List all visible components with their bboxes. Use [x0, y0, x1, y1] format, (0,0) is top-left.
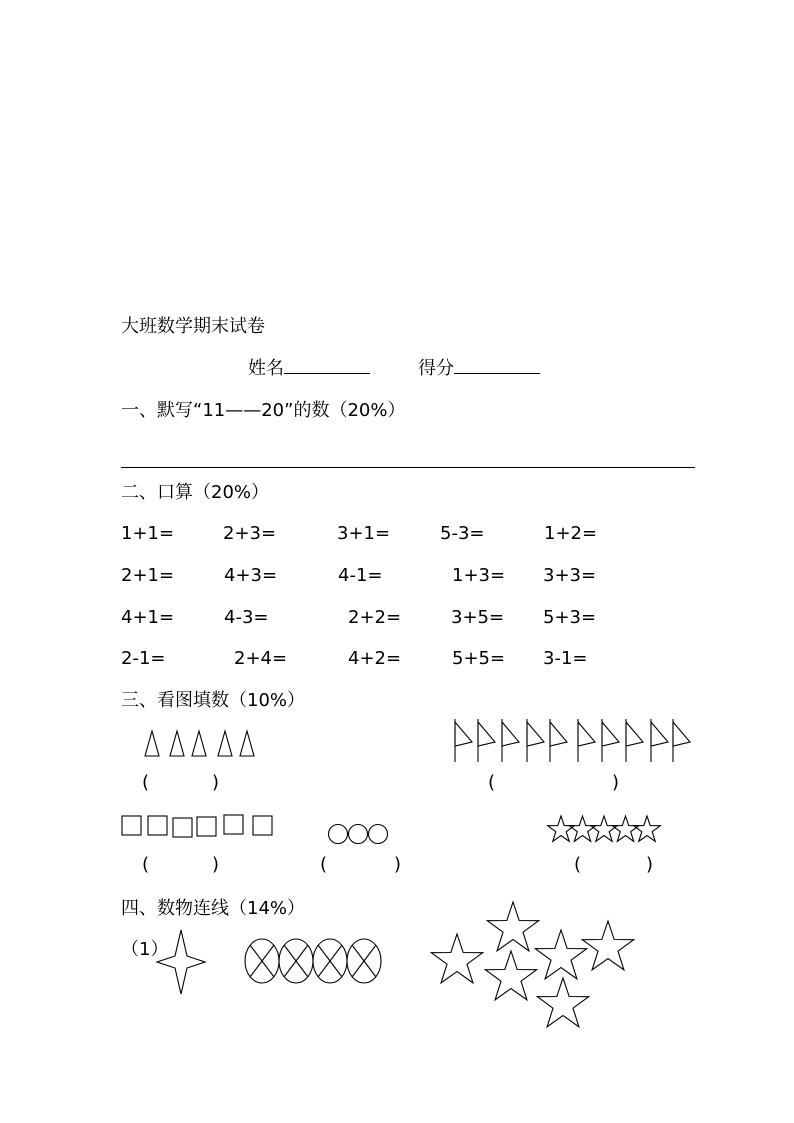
problem-r4-c2: 2+4=	[234, 648, 288, 669]
problem-r4-c5: 3-1=	[543, 648, 588, 669]
square-icon	[148, 816, 167, 835]
flag-icon	[673, 719, 690, 762]
problem-r1-c3: 3+1=	[337, 523, 391, 544]
triangle-icon	[170, 731, 184, 756]
triangle-icon	[218, 731, 232, 756]
problem-r2-c5: 3+3=	[543, 565, 597, 586]
flag-icon	[455, 719, 472, 762]
section3-heading: 三、看图填数（10%）	[121, 690, 306, 711]
flag-icon	[502, 719, 519, 762]
problem-r2-c4: 1+3=	[452, 565, 506, 586]
square-answer-close-paren: )	[212, 854, 220, 875]
star-icon	[431, 934, 482, 983]
score-label: 得分	[418, 358, 454, 379]
star-icon	[582, 921, 633, 970]
section4-heading: 四、数物连线（14%）	[121, 898, 306, 919]
circle-icon	[369, 825, 388, 844]
star-icon	[537, 978, 588, 1027]
flag-icon	[651, 719, 668, 762]
section2-heading: 二、口算（20%）	[121, 482, 270, 503]
square-answer-open-paren: (	[142, 854, 150, 875]
square-icon	[224, 815, 243, 834]
square-icon	[122, 816, 141, 835]
flag-icon	[578, 719, 595, 762]
problem-r3-c4: 3+5=	[451, 607, 505, 628]
circle-icon	[349, 825, 368, 844]
problem-r2-c2: 4+3=	[224, 565, 278, 586]
triangle-icon	[145, 731, 159, 756]
square-group	[122, 815, 272, 837]
circle-icon	[329, 825, 348, 844]
star-icon	[485, 951, 536, 1000]
problem-r2-c3: 4-1=	[338, 565, 383, 586]
flag-answer-open-paren: (	[488, 772, 496, 793]
small-star-group	[548, 816, 661, 841]
problem-r4-c4: 5+5=	[452, 648, 506, 669]
problem-r1-c4: 5-3=	[440, 523, 485, 544]
flag-icon	[550, 719, 567, 762]
flag-icon	[478, 719, 495, 762]
problem-r1-c5: 1+2=	[544, 523, 598, 544]
square-icon	[173, 818, 192, 837]
document-title: 大班数学期末试卷	[121, 316, 265, 337]
problem-r3-c2: 4-3=	[224, 607, 269, 628]
crossed-oval-icon	[245, 939, 279, 983]
star-icon	[487, 902, 538, 951]
flag-answer-close-paren: )	[612, 772, 620, 793]
problem-r3-c5: 5+3=	[543, 607, 597, 628]
section1-heading: 一、默写“11——20”的数（20%）	[121, 400, 406, 421]
crossed-oval-icon	[313, 939, 347, 983]
problem-r2-c1: 2+1=	[121, 565, 175, 586]
flag-icon	[602, 719, 619, 762]
triangle-answer-close-paren: )	[212, 772, 220, 793]
triangle-icon	[192, 731, 206, 756]
circle-answer-open-paren: (	[320, 854, 328, 875]
problem-r3-c1: 4+1=	[121, 607, 175, 628]
square-icon	[253, 816, 272, 835]
section4-item-label: （1）	[121, 939, 169, 960]
crossed-oval-icon	[279, 939, 313, 983]
flag-group	[455, 719, 690, 762]
problem-r3-c3: 2+2=	[348, 607, 402, 628]
problem-r4-c3: 4+2=	[348, 648, 402, 669]
triangle-icon	[240, 731, 254, 756]
star-answer-close-paren: )	[646, 854, 654, 875]
square-icon	[197, 817, 216, 836]
triangle-answer-open-paren: (	[142, 772, 150, 793]
problem-r4-c1: 2-1=	[121, 648, 166, 669]
crossed-oval-icon	[347, 939, 381, 983]
name-label: 姓名	[248, 358, 284, 379]
circle-group	[329, 825, 388, 844]
star-answer-open-paren: (	[574, 854, 582, 875]
star-icon	[591, 816, 618, 841]
problem-r1-c2: 2+3=	[223, 523, 277, 544]
flag-icon	[527, 719, 544, 762]
problem-r1-c1: 1+1=	[121, 523, 175, 544]
triangle-group	[145, 731, 254, 756]
star-icon	[548, 816, 575, 841]
circle-answer-close-paren: )	[394, 854, 402, 875]
four-point-star-icon	[157, 930, 205, 994]
flag-icon	[626, 719, 643, 762]
matching-figures	[157, 902, 634, 1027]
star-icon	[535, 930, 586, 979]
star-icon	[569, 816, 596, 841]
star-icon	[634, 816, 661, 841]
star-icon	[612, 816, 639, 841]
